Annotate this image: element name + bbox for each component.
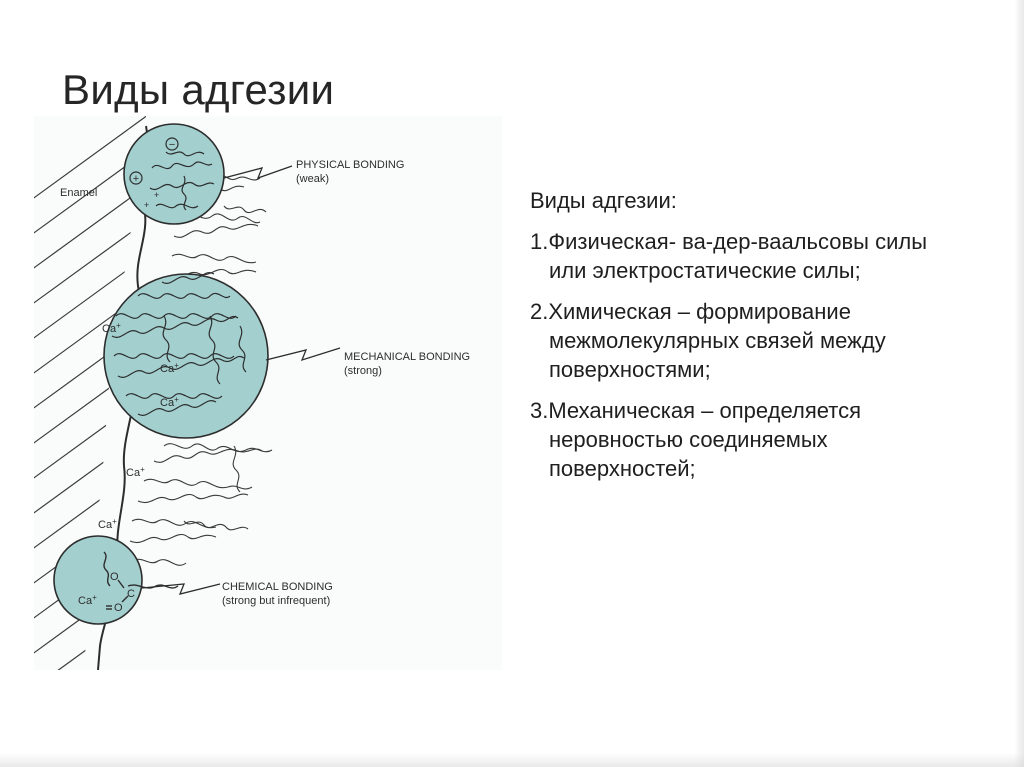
adhesion-type-mechanical: 3.Механическая – определяется неровностью соединяемых поверхностей; <box>530 398 861 481</box>
plus-charge: + <box>132 173 140 185</box>
mechanical-bonding-label: MECHANICAL BONDING <box>344 351 471 363</box>
ca-label-1: Ca+ <box>102 321 121 335</box>
minus-charge: − <box>168 139 176 151</box>
chemical-bonding-sublabel: (strong but infrequent) <box>222 595 331 607</box>
plus-small-2: + <box>154 190 160 200</box>
adhesion-diagram-svg <box>34 116 502 670</box>
physical-bonding-label: PHYSICAL BONDING <box>296 159 405 171</box>
plus-small-1: + <box>144 200 150 210</box>
physical-bonding-sublabel: (weak) <box>296 173 330 185</box>
oxygen-label-2: O <box>114 602 123 614</box>
adhesion-type-physical: 1.Физическая- ва-дер-ваальсовы силы или электростатические силы; <box>530 229 928 283</box>
adhesion-types-heading: Виды адгезии: <box>530 188 677 213</box>
slide-edge-shadow-right <box>1014 0 1024 767</box>
ca-label-4: Ca+ <box>126 465 145 479</box>
oxygen-label-1: O <box>110 571 119 583</box>
slide-title: Виды адгезии <box>62 66 335 113</box>
enamel-label: Enamel <box>60 187 98 199</box>
mechanical-bonding-sublabel: (strong) <box>344 365 382 377</box>
chemical-bonding-label: CHEMICAL BONDING <box>222 581 333 593</box>
adhesion-diagram <box>34 116 502 670</box>
carbon-label: C <box>127 588 135 600</box>
ca-label-5: Ca+ <box>98 517 117 531</box>
chemical-bonding-circle <box>54 536 142 624</box>
slide-edge-shadow-bottom <box>0 753 1024 767</box>
adhesion-types-text <box>530 186 970 495</box>
ca-label-3: Ca+ <box>160 395 179 409</box>
ca-label-6: Ca+ <box>78 593 97 607</box>
ca-label-2: Ca+ <box>160 361 179 375</box>
adhesion-type-chemical: 2.Химическая – формирование межмолекулярных связей между поверхностями; <box>530 299 886 382</box>
